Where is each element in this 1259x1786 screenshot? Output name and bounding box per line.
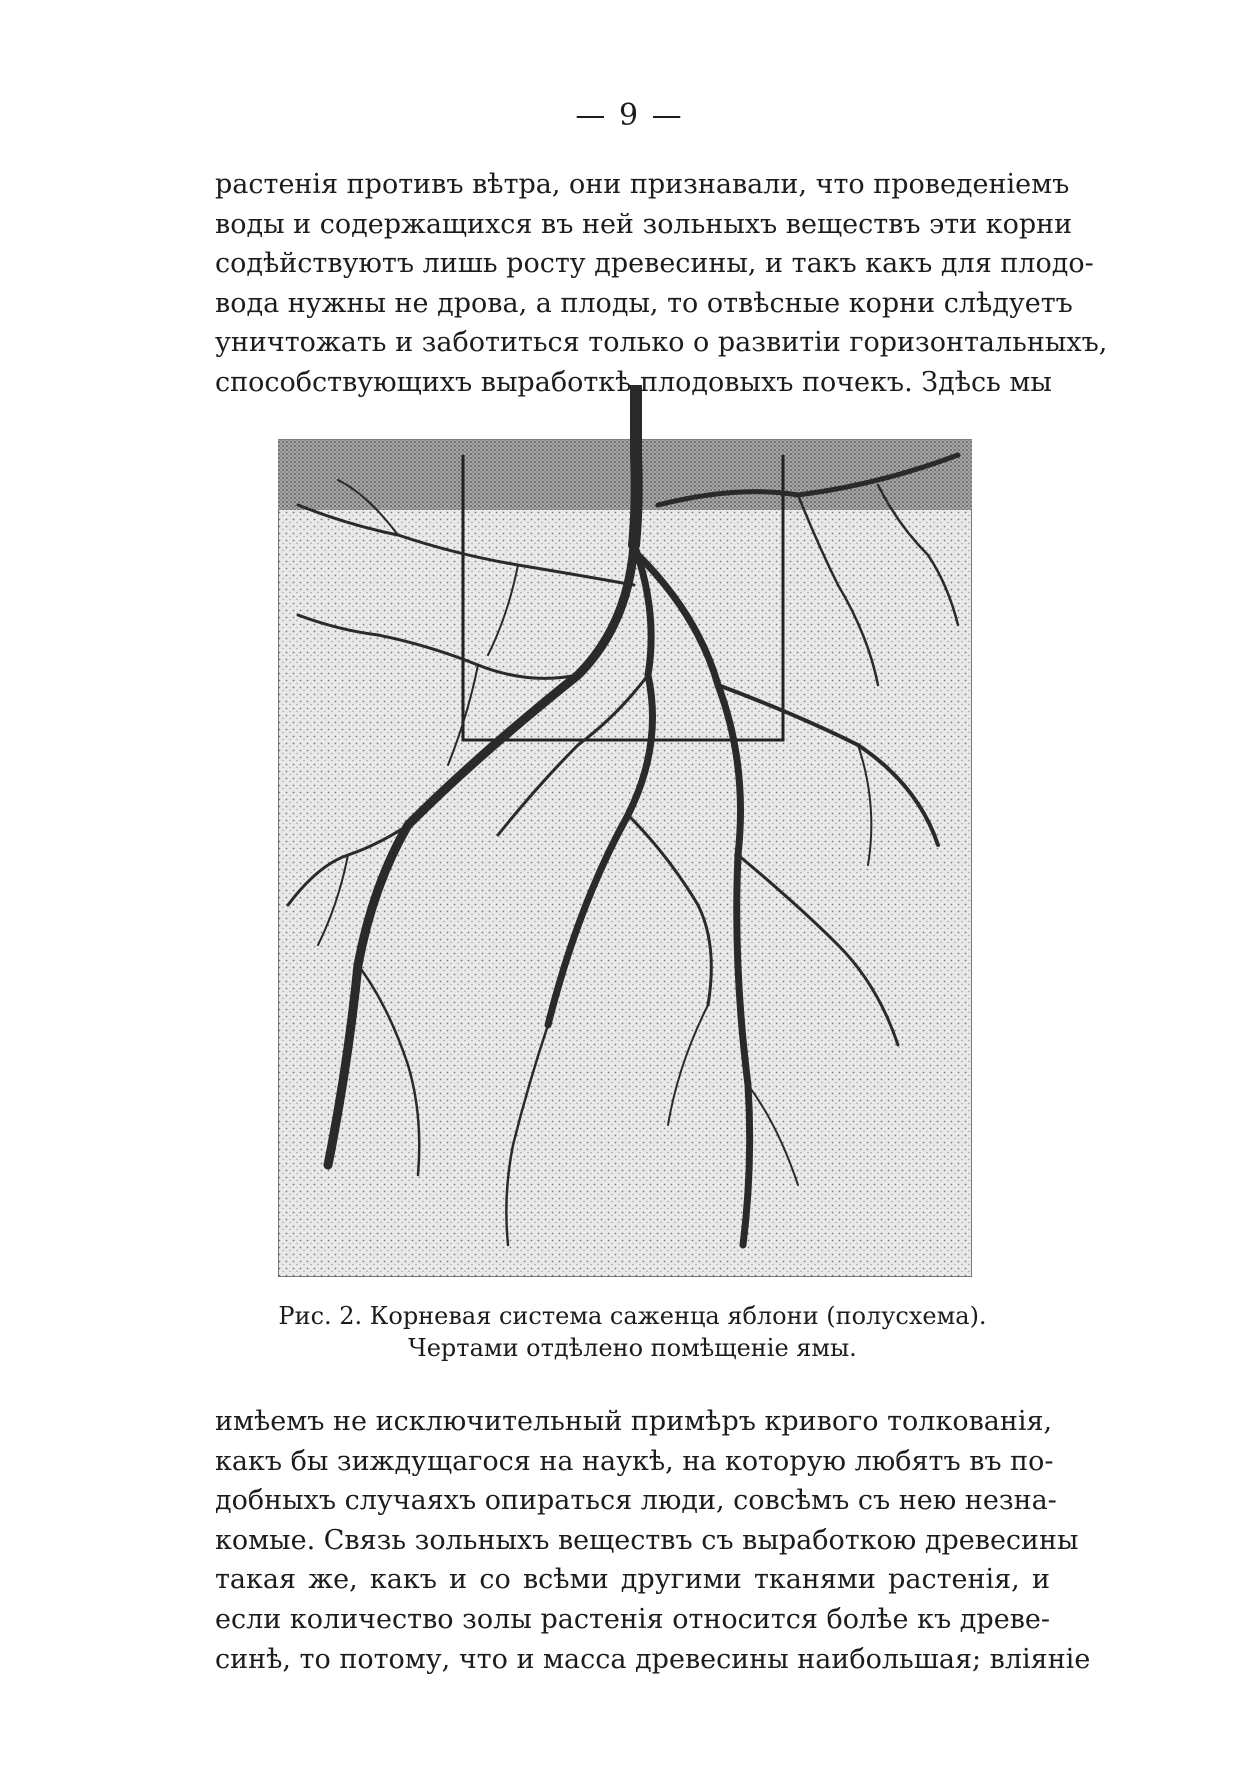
caption-line: Рис. 2. Корневая система саженца яблони (полусхема). — [278, 1302, 987, 1330]
text-line: добныхъ случаяхъ опираться люди, совсѣмъ съ нею незна- — [215, 1485, 1057, 1517]
text-line: какъ бы зиждущагося на наукѣ, на которую любятъ въ по- — [215, 1445, 1054, 1477]
text-line: уничтожать и заботиться только о развитіи горизонтальныхъ, — [215, 327, 1108, 359]
text-line: способствующихъ выработкѣ плодовыхъ почекъ. Здѣсь мы — [215, 366, 1052, 398]
text-line: синѣ, то потому, что и масса древесины наибольшая; вліяніе — [215, 1643, 1091, 1675]
text-line: воды и содержащихся въ ней зольныхъ веществъ эти корни — [215, 208, 1073, 240]
page-number: — 9 — — [575, 98, 684, 133]
text-line: такая же, какъ и со всѣми другими тканями растенія, и — [215, 1564, 1050, 1596]
top-paragraph — [215, 165, 1108, 403]
text-line: имѣемъ не исключительный примѣръ кривого толкованія, — [215, 1406, 1053, 1437]
text-line: комые. Связь зольныхъ веществъ съ выработкою древесины — [215, 1524, 1079, 1556]
bottom-paragraph — [215, 1402, 1091, 1679]
root-system-illustration — [278, 385, 972, 1277]
text-line: если количество золы растенія относится болѣе къ древе- — [215, 1603, 1050, 1635]
figure-caption — [215, 1300, 1050, 1364]
topsoil-layer — [278, 440, 972, 510]
text-line: растенія противъ вѣтра, они признавали, что проведеніемъ — [215, 169, 1070, 200]
text-line: содѣйствуютъ лишь росту древесины, и такъ какъ для плодо- — [215, 248, 1094, 280]
trunk — [634, 385, 637, 545]
text-line: вода нужны не дрова, а плоды, то отвѣсные корни слѣдуетъ — [215, 287, 1073, 319]
caption-line: Чертами отдѣлено помѣщеніе ямы. — [408, 1334, 857, 1362]
soil-block — [278, 440, 972, 1277]
